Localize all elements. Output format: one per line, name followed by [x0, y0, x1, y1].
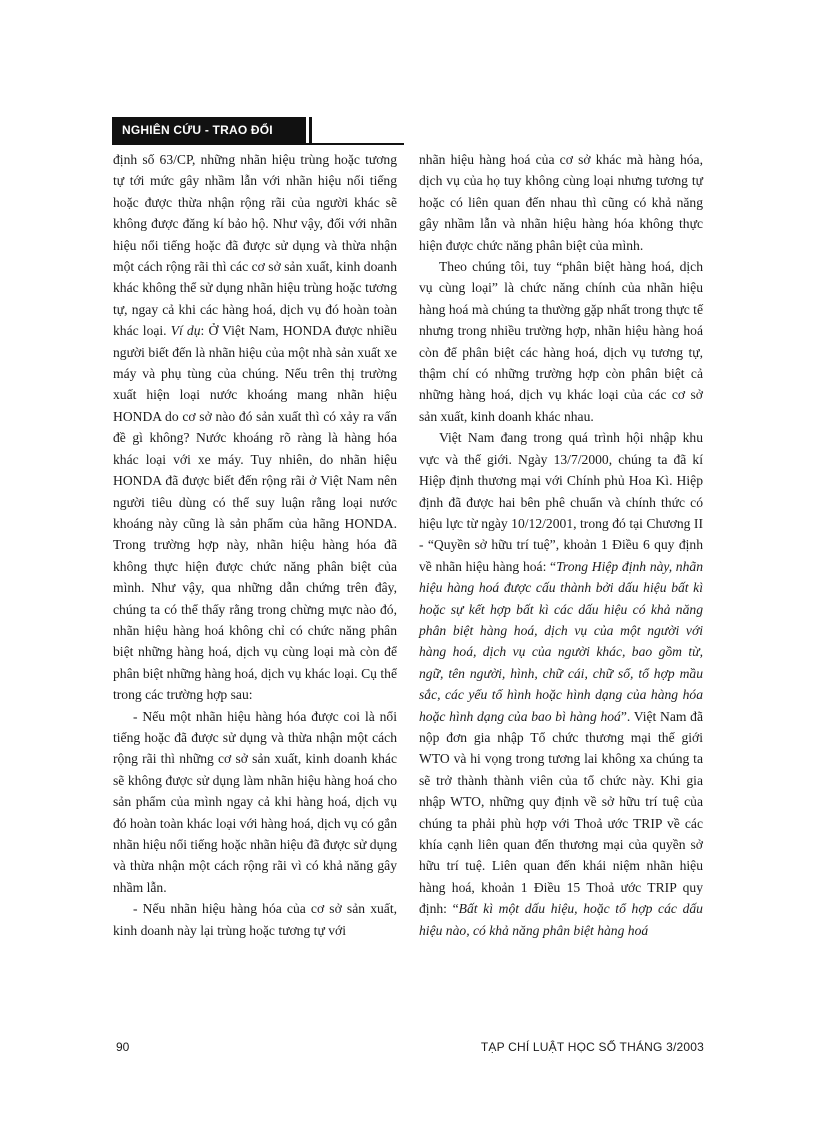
right-paragraph-1: nhãn hiệu hàng hoá của cơ sở khác mà hàng hóa, dịch vụ của họ tuy không cùng loại nhưng tương tự hoặc có liên quan đến nhau thì cũng có khả năng gây nhầm lẫn và nhãn hiệu hàng hóa không thực hiện được chức năng phân biệt của mình.	[419, 152, 703, 253]
right-p3-quote-1: Trong Hiệp định này, nhãn hiệu hàng hoá được cấu thành bởi dấu hiệu bất kì hoặc sự kết hợp bất kì các dấu hiệu có khả năng phân biệt hàng hoá, dịch vụ của một người với hàng hoá, dịch vụ của người khác, bao gồm từ, ngữ, tên người, hình, chữ cái, chữ số, tổ hợp mầu sắc, các yếu tố hình hoặc hình dạng của hàng hóa hoặc hình dạng của bao bì hàng hoá	[419, 558, 703, 724]
left-paragraph-1	[113, 149, 397, 706]
left-paragraph-2: - Nếu một nhãn hiệu hàng hóa được coi là nổi tiếng hoặc đã được sử dụng và thừa nhận một cách rộng rãi thì những cơ sở sản xuất, kinh doanh khác sẽ không được sử dụng làm nhãn hiệu hàng hoá cho sản phẩm của mình ngay cả khi hàng hoá, dịch vụ đó hoàn toàn khác loại với hàng hoá, dịch vụ có gắn nhãn hiệu nổi tiếng hoặc nhãn hiệu đã được sử dụng và thừa nhận một cách rộng rãi vì có khả năng gây nhầm lẫn.	[113, 708, 397, 895]
journal-footer: TẠP CHÍ LUẬT HỌC SỐ THÁNG 3/2003	[480, 1040, 704, 1054]
left-paragraph-3: - Nếu nhãn hiệu hàng hóa của cơ sở sản xuất, kinh doanh này lại trùng hoặc tương tự với	[113, 901, 397, 938]
right-p3-quote-2: Bất kì một dấu hiệu, hoặc tổ hợp các dấu hiệu nào, có khả năng phân biệt hàng hoá	[419, 901, 703, 938]
section-header-label: NGHIÊN CỨU - TRAO ĐỔI	[122, 123, 273, 137]
section-header	[112, 117, 306, 143]
right-column	[419, 149, 703, 941]
right-p3-text-a: Việt Nam đang trong quá trình hội nhập khu vực và thế giới. Ngày 13/7/2000, chúng ta đã kí Hiệp định thương mại với Chính phủ Hoa Kì. Hiệp định đã được hai bên phê chuẩn và chính thức có hiệu lực từ ngày 10/12/2001, trong đó tại Chương II - “Quyền sở hữu trí tuệ”, khoản 1 Điều 6 quy định về nhãn hiệu hàng hoá: “	[419, 430, 703, 574]
right-paragraph-3	[419, 427, 703, 941]
page-number: 90	[116, 1040, 130, 1054]
left-p1-text-b: : Ở Việt Nam, HONDA được nhiều người biết đến là nhãn hiệu của một nhà sản xuất xe máy và phụ tùng của chúng. Nếu trên thị trường xuất hiện loại nước khoáng mang nhãn hiệu HONDA do cơ sở nào đó sản xuất thì có xảy ra vấn đề gì không? Nước khoáng rõ ràng là hàng hóa khác loại với xe máy. Tuy nhiên, do nhãn hiệu HONDA đã được biết đến rộng rãi ở Việt Nam nên người tiêu dùng có thể suy luận rằng loại nước khoáng này cũng là sản phẩm của hãng HONDA. Trong trường hợp này, nhãn hiệu hàng hóa đã không thực hiện được chức năng phân biệt của mình. Như vậy, qua những dẫn chứng trên đây, chúng ta có thể thấy rằng trong chừng mực nào đó, nhãn hiệu hàng hoá không chỉ có chức năng phân biệt những hàng hoá, dịch vụ cùng loại mà còn để phân biệt những hàng hoá, dịch vụ khác loại. Cụ thể trong các trường hợp sau:	[113, 323, 397, 703]
right-p3-text-b: ”. Việt Nam đã nộp đơn gia nhập Tổ chức thương mại thế giới WTO và hi vọng trong tương lai không xa chúng ta sẽ trở thành thành viên của tổ chức này. Khi gia nhập WTO, những quy định về sở hữu trí tuệ của chúng ta phải phù hợp với Thoả ước TRIP về các khía cạnh liên quan đến thương mại của quyền sở hữu trí tuệ. Liên quan đến khái niệm nhãn hiệu hàng hoá, khoản 1 Điều 15 Thoả ước TRIP quy định: “	[419, 708, 703, 917]
example-label: Ví dụ	[170, 323, 201, 339]
left-column	[113, 149, 397, 941]
header-rule	[112, 143, 404, 145]
right-paragraph-2: Theo chúng tôi, tuy “phân biệt hàng hoá, dịch vụ cùng loại” là chức năng chính của nhãn hiệu hàng hoá mà chúng ta thường gặp nhất trong thực tế nhưng trong nhiều trường hợp, nhãn hiệu hàng hoá còn để phân biệt các hàng hoá, dịch vụ tương tự, thậm chí có những trường hợp còn phân biệt cả những hàng hoá, dịch vụ khác loại của các cơ sở sản xuất, kinh doanh khác nhau.	[419, 259, 703, 424]
left-p1-text-a: định số 63/CP, những nhãn hiệu trùng hoặc tương tự tới mức gây nhầm lẫn với nhãn hiệu nổi tiếng hoặc được thừa nhận rộng rãi của người khác sẽ không được đăng kí bảo hộ. Như vậy, đối với nhãn hiệu nổi tiếng hoặc đã được sử dụng và thừa nhận một cách rộng rãi thì các cơ sở sản xuất, kinh doanh khác không thể sử dụng nhãn hiệu trùng hoặc tương tự, ngay cả khi các hàng hoá, dịch vụ đó hoàn toàn khác loại.	[113, 152, 397, 339]
